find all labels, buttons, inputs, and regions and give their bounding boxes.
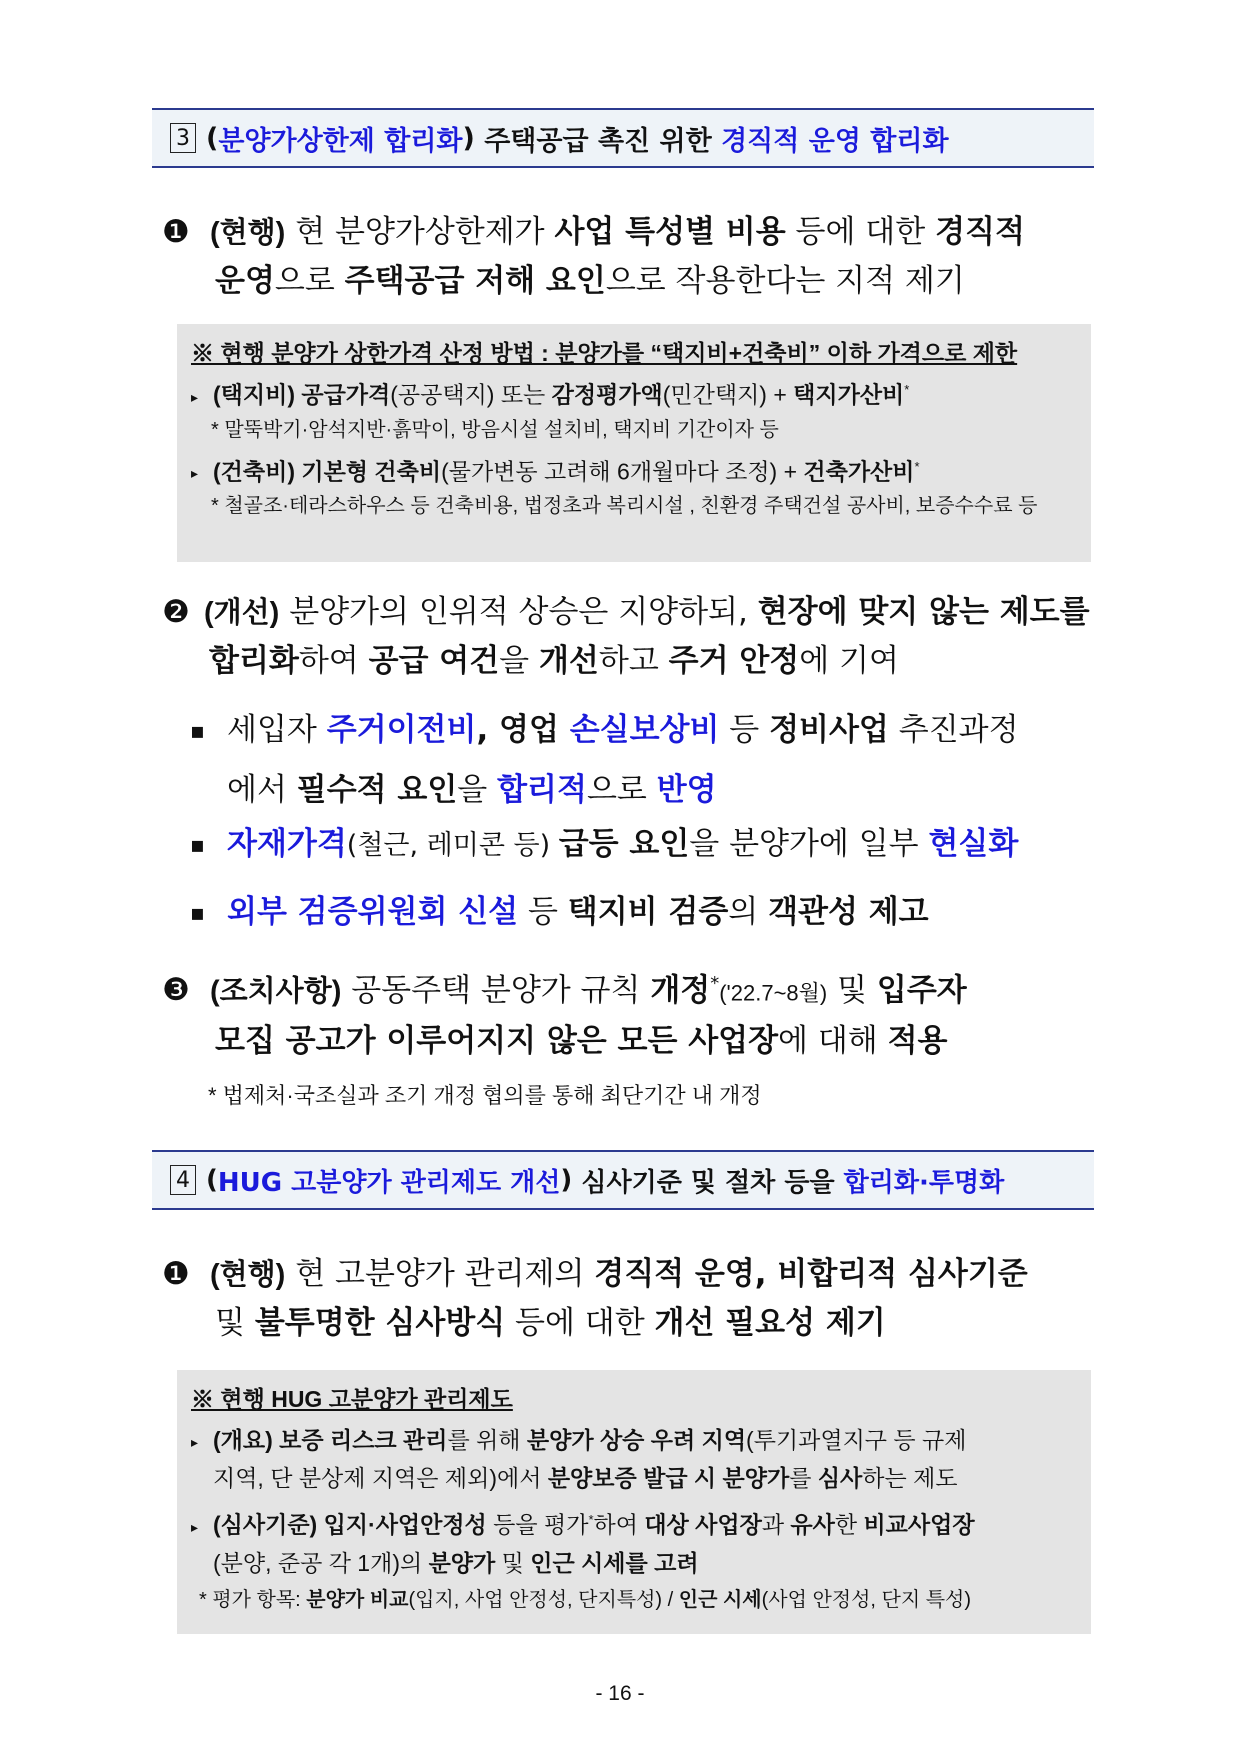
- footnote-mark: *: [588, 1511, 594, 1527]
- triangle-bullet-icon: ▸: [191, 388, 199, 405]
- item-label: (개선): [204, 597, 280, 629]
- text: 으로: [586, 771, 657, 808]
- text-bold: 영업: [499, 712, 570, 748]
- text: 한: [834, 1511, 864, 1538]
- square-bullet-icon: ▪: [190, 900, 205, 926]
- text-bold: 불투명한 심사방식: [254, 1305, 506, 1341]
- title-text: 및: [690, 1167, 726, 1198]
- text: 세입자: [227, 712, 327, 748]
- text-bold: 분양가 비교: [306, 1588, 409, 1611]
- text: (민간택지) +: [662, 381, 794, 408]
- text: (투기과열지구 등 규제: [746, 1427, 967, 1453]
- title-paren: (: [206, 1165, 218, 1195]
- item-label: (조치사항): [210, 975, 342, 1008]
- text-bold: 인근 시세를 고려: [530, 1549, 699, 1576]
- text: 등: [719, 712, 770, 748]
- title-highlight: 합리화·투명화: [843, 1167, 1005, 1198]
- item-line-2: [162, 637, 1096, 685]
- title-paren: ): [462, 122, 475, 154]
- text-bold: 개선 필요성 제기: [654, 1305, 886, 1341]
- box-note-building: * 철골조·테라스하우스 등 건축비용, 법정초과 복리시설 , 친환경 주택건설 공사비, 보증수수료 등: [211, 495, 1038, 518]
- bullet-1-icon: ❶: [162, 1256, 190, 1292]
- s3-sub-2: [190, 820, 1096, 870]
- text-bold: (개요): [213, 1427, 273, 1453]
- title-text: 심사기준: [572, 1167, 691, 1198]
- box-row-overview: [191, 1422, 1077, 1496]
- text-bold: 건축가산비: [803, 458, 915, 485]
- box-row-criteria: [191, 1502, 1077, 1581]
- item-label: (현행): [210, 217, 286, 249]
- box-title: [191, 334, 1077, 372]
- text: 에 기여: [799, 643, 899, 679]
- title-text: 절차: [725, 1167, 776, 1198]
- text-bold: 급등 요인: [558, 826, 690, 862]
- text-bold: 분양가: [428, 1549, 496, 1576]
- text-bold: (심사기준): [213, 1511, 318, 1538]
- s3-item-3: [162, 960, 1096, 1065]
- text-bold: 주택공급 저해 요인: [344, 263, 606, 299]
- item-line-2: [162, 1017, 1096, 1065]
- s3-item-1: [162, 208, 1096, 305]
- text-bold: 공급 여건: [368, 643, 500, 679]
- text-bold: 경직적 운영, 비합리적 심사기준: [594, 1256, 1028, 1292]
- triangle-bullet-icon: ▸: [191, 1433, 199, 1450]
- s3-sub-1: [190, 706, 1096, 814]
- text: 하여: [298, 643, 369, 679]
- text-blue: 자재가격: [227, 826, 347, 862]
- text: 분양가의 인위적 상승은 지양하되,: [279, 594, 758, 630]
- footnote-mark: *: [904, 382, 910, 397]
- text: 을: [457, 771, 498, 808]
- text-bold: 입주자: [876, 972, 967, 1009]
- box-title-text: ※ 현행 HUG 고분양가 관리제도: [191, 1386, 513, 1412]
- text-blue: 현실화: [928, 826, 1019, 862]
- text: ,: [476, 712, 500, 748]
- text: ('22.7~8월): [719, 980, 828, 1006]
- title-paren: ): [560, 1165, 573, 1195]
- text: 을: [499, 643, 539, 679]
- item-line-2: [162, 1299, 1096, 1347]
- text-bold: 심사: [817, 1464, 863, 1491]
- text-bold: 적용: [887, 1023, 948, 1060]
- text: 과: [761, 1511, 791, 1538]
- text: (분양, 준공 각 1개)의: [213, 1549, 429, 1576]
- s3-sub-3: [190, 888, 1096, 938]
- title-paren: (: [206, 122, 219, 154]
- bullet-2-icon: ❷: [162, 594, 190, 630]
- text: 으로 작용한다는 지적 제기: [605, 263, 965, 299]
- text-bold: 감정평가액: [551, 381, 663, 408]
- text: 추진과정: [888, 712, 1019, 748]
- text-blue: 외부 검증위원회 신설: [227, 894, 519, 930]
- row-continuation: [191, 1545, 1077, 1581]
- text: 에서: [227, 771, 297, 808]
- bullet-1-icon: ❶: [162, 214, 190, 250]
- triangle-bullet-icon: ▸: [191, 465, 199, 482]
- text: 및: [495, 1549, 531, 1576]
- text-bold: 현장에 맞지 않는 제도를: [757, 594, 1090, 630]
- section-number: 3: [170, 123, 196, 153]
- text: 를: [789, 1464, 818, 1491]
- text: 현 고분양가 관리제의: [285, 1256, 595, 1292]
- text-bold: 주거 안정: [668, 643, 800, 679]
- text: 공동주택 분양가 규칙: [341, 972, 651, 1009]
- text: 하고: [598, 643, 669, 679]
- box-row-building: [191, 449, 1077, 492]
- text: (철근, 레미콘 등): [346, 830, 559, 861]
- square-bullet-icon: ▪: [190, 718, 205, 744]
- text-blue: 반영: [656, 771, 717, 808]
- text-bold: 공급가격: [301, 381, 391, 408]
- page-number: - 16 -: [595, 1682, 645, 1705]
- text-bold: 보증 리스크 관리: [279, 1427, 448, 1453]
- box-title: [191, 1380, 1077, 1418]
- title-highlight: HUG 고분양가 관리제도 개선: [217, 1167, 561, 1198]
- text: 및: [215, 1305, 255, 1341]
- text: 등에 대한: [785, 214, 936, 250]
- text-bold: 사업 특성별 비용: [554, 214, 786, 250]
- row-continuation: [191, 1460, 1077, 1496]
- text: (입지, 사업 안정성, 단지특성) /: [408, 1588, 679, 1611]
- footnote-mark: *: [914, 458, 920, 474]
- text: 에 대해: [778, 1023, 888, 1060]
- s3-item-2: [162, 588, 1096, 685]
- pricing-method-box: [177, 324, 1091, 562]
- triangle-bullet-icon: ▸: [191, 1518, 199, 1535]
- text-bold: 객관성 제고: [768, 894, 929, 930]
- s3-item-3-note: * 법제처·국조실과 조기 개정 협의를 통해 최단기간 내 개정: [208, 1083, 762, 1108]
- text-bold: 개선: [538, 643, 599, 679]
- text: (물가변동 고려해 6개월마다 조정) +: [441, 458, 804, 485]
- item-label: (현행): [210, 1259, 286, 1291]
- text-bold: 모집 공고가 이루어지지 않은 모든 사업장: [215, 1023, 779, 1060]
- section-4-header: [152, 1150, 1094, 1210]
- text: 으로: [274, 263, 345, 299]
- text-bold: 개정: [650, 972, 711, 1009]
- text: 등에 대한: [505, 1305, 655, 1341]
- text: 등: [518, 894, 568, 930]
- text: 등을 평가: [486, 1511, 589, 1538]
- text: 를 위해: [447, 1427, 527, 1453]
- text: (공공택지) 또는: [390, 381, 552, 408]
- square-bullet-icon: ▪: [190, 832, 205, 858]
- text-bold: 입지·사업안정성: [323, 1511, 487, 1538]
- text: 지역, 단 분상제 지역은 제외)에서: [213, 1464, 548, 1491]
- text: 하는 제도: [862, 1464, 958, 1491]
- text: 의: [728, 894, 769, 930]
- text: 및: [827, 972, 877, 1009]
- text-bold: 기본형 건축비: [301, 458, 442, 485]
- text-bold: 필수적 요인: [296, 771, 458, 808]
- box-title-text: ※ 현행 분양가 상한가격 산정 방법 : 분양가를 “택지비+건축비” 이하 가격으로 제한: [191, 340, 1018, 366]
- item-line-2: [162, 257, 1096, 305]
- box-note-land: * 말뚝박기·암석지반·흙막이, 방음시설 설치비, 택지비 기간이자 등: [211, 418, 779, 441]
- title-text: 주택공급 촉진 위한: [474, 125, 722, 157]
- footnote-mark: *: [710, 973, 720, 994]
- text: 을 분양가에 일부: [689, 826, 929, 862]
- title-text: 등을: [775, 1167, 844, 1198]
- text-bold: 택지비 검증: [567, 894, 729, 930]
- text-bold: 인근 시세: [678, 1588, 762, 1611]
- text-bold: 분양가 상승 우려 지역: [526, 1427, 747, 1453]
- text-blue: 합리적: [497, 771, 587, 808]
- s4-item-1: [162, 1250, 1096, 1347]
- section-3-header: [152, 108, 1094, 168]
- section-number: 4: [170, 1165, 196, 1195]
- hug-system-box: [177, 1370, 1091, 1634]
- bullet-3-icon: ❸: [162, 972, 190, 1009]
- text-bold: 경직적: [935, 214, 1025, 250]
- text-bold: 분양보증 발급 시 분양가: [547, 1464, 790, 1491]
- text: 현 분양가상한제가: [285, 214, 555, 250]
- sub-line-2: [190, 766, 1096, 814]
- title-highlight: 분양가상한제 합리화: [218, 125, 463, 157]
- text-bold: (택지비): [213, 381, 295, 408]
- text: 하여: [593, 1511, 645, 1538]
- box-row-land: [191, 372, 1077, 415]
- text-bold: 대상 사업장: [644, 1511, 762, 1538]
- title-highlight: 경직적 운영 합리화: [721, 125, 949, 157]
- text-bold: 정비사업: [769, 712, 889, 748]
- box-note-criteria: [191, 1585, 1077, 1615]
- text-bold: 운영: [215, 263, 275, 299]
- text-bold: 유사: [790, 1511, 835, 1538]
- text-blue: 손실보상비: [569, 712, 720, 748]
- text: * 평가 항목:: [199, 1588, 307, 1611]
- text-bold: 비교사업장: [863, 1511, 975, 1538]
- text-bold: (건축비): [213, 458, 295, 485]
- text-bold: 합리화: [209, 643, 299, 679]
- text: (사업 안정성, 단지 특성): [761, 1588, 972, 1611]
- text-blue: 주거이전비: [326, 712, 477, 748]
- text-bold: 택지가산비: [793, 381, 905, 408]
